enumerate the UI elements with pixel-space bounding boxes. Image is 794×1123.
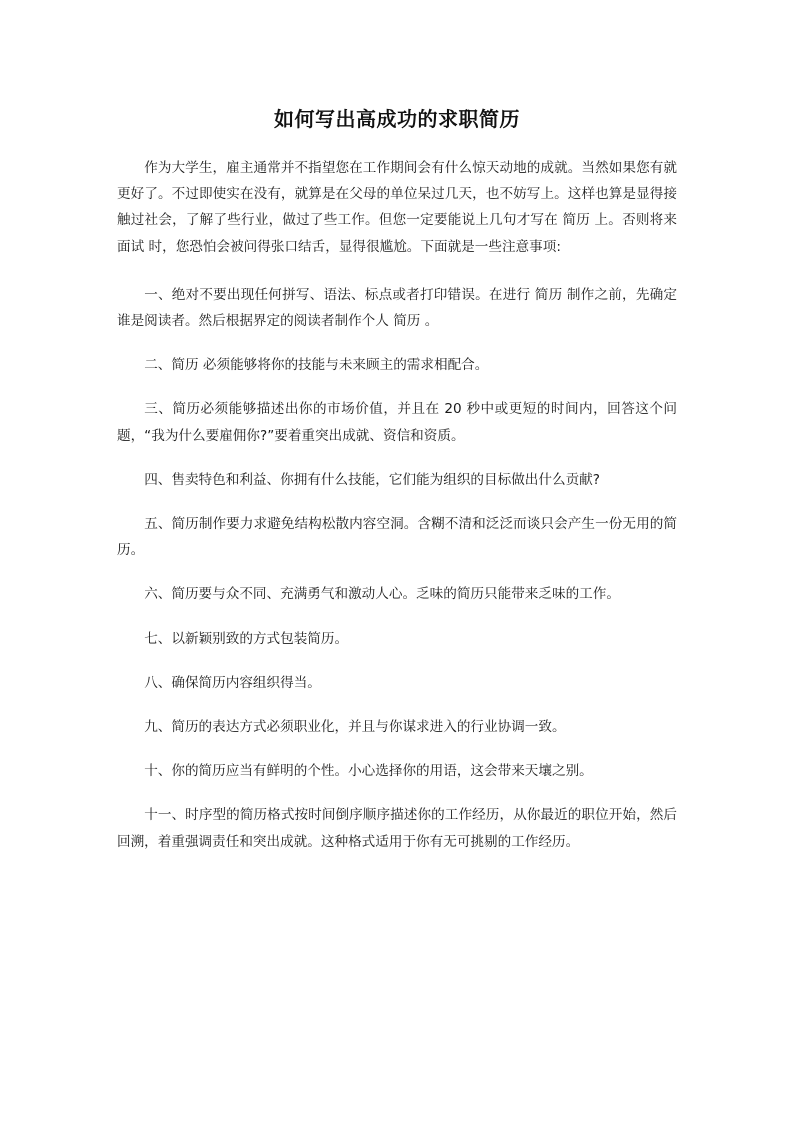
tip-paragraph-1: 一、绝对不要出现任何拼写、语法、标点或者打印错误。在进行 简历 制作之前，先确定谁是阅读者。然后根据界定的阅读者制作个人 简历 。 bbox=[117, 286, 677, 330]
intro-paragraph: 作为大学生，雇主通常并不指望您在工作期间会有什么惊天动地的成就。当然如果您有就更好了。不过即使实在没有，就算是在父母的单位呆过几天，也不妨写上。这样也算是显得接触过社会，了解了些行业，做过了些工作。但您一定要能说上几句才写在 简历 上。否则将来 面试 时，您恐怕会被问得张口结舌，显得很尴尬。下面就是一些注意事项: bbox=[117, 160, 677, 255]
tip-paragraph-5: 五、简历制作要力求避免结构松散内容空洞。含糊不清和泛泛而谈只会产生一份无用的简历。 bbox=[117, 516, 677, 559]
tip-paragraph-3: 三、简历必须能够描述出你的市场价值，并且在 20 秒中或更短的时间内，回答这个问题，“我为什么要雇佣你?”要着重突出成就、资信和资质。 bbox=[117, 401, 677, 444]
tip-paragraph-10: 十、你的简历应当有鲜明的个性。小心选择你的用语，这会带来天壤之别。 bbox=[144, 763, 593, 780]
tip-paragraph-2: 二、简历 必须能够将你的技能与未来顾主的需求相配合。 bbox=[144, 357, 489, 374]
tip-paragraph-11: 十一、时序型的简历格式按时间倒序顺序描述你的工作经历，从你最近的职位开始，然后回溯，着重强调责任和突出成就。这种格式适用于你有无可挑剔的工作经历。 bbox=[117, 807, 677, 850]
tip-paragraph-8: 八、确保简历内容组织得当。 bbox=[144, 674, 321, 691]
page-title: 如何写出高成功的求职简历 bbox=[274, 107, 520, 131]
tip-paragraph-7: 七、以新颖别致的方式包装简历。 bbox=[144, 630, 349, 647]
tip-paragraph-6: 六、简历要与众不同、充满勇气和激动人心。乏味的简历只能带来乏味的工作。 bbox=[144, 586, 620, 603]
tip-paragraph-9: 九、简历的表达方式必须职业化，并且与你谋求进入的行业协调一致。 bbox=[144, 719, 566, 736]
tip-paragraph-4: 四、售卖特色和利益、你拥有什么技能，它们能为组织的目标做出什么贡献? bbox=[144, 471, 600, 488]
document-body bbox=[117, 155, 677, 855]
